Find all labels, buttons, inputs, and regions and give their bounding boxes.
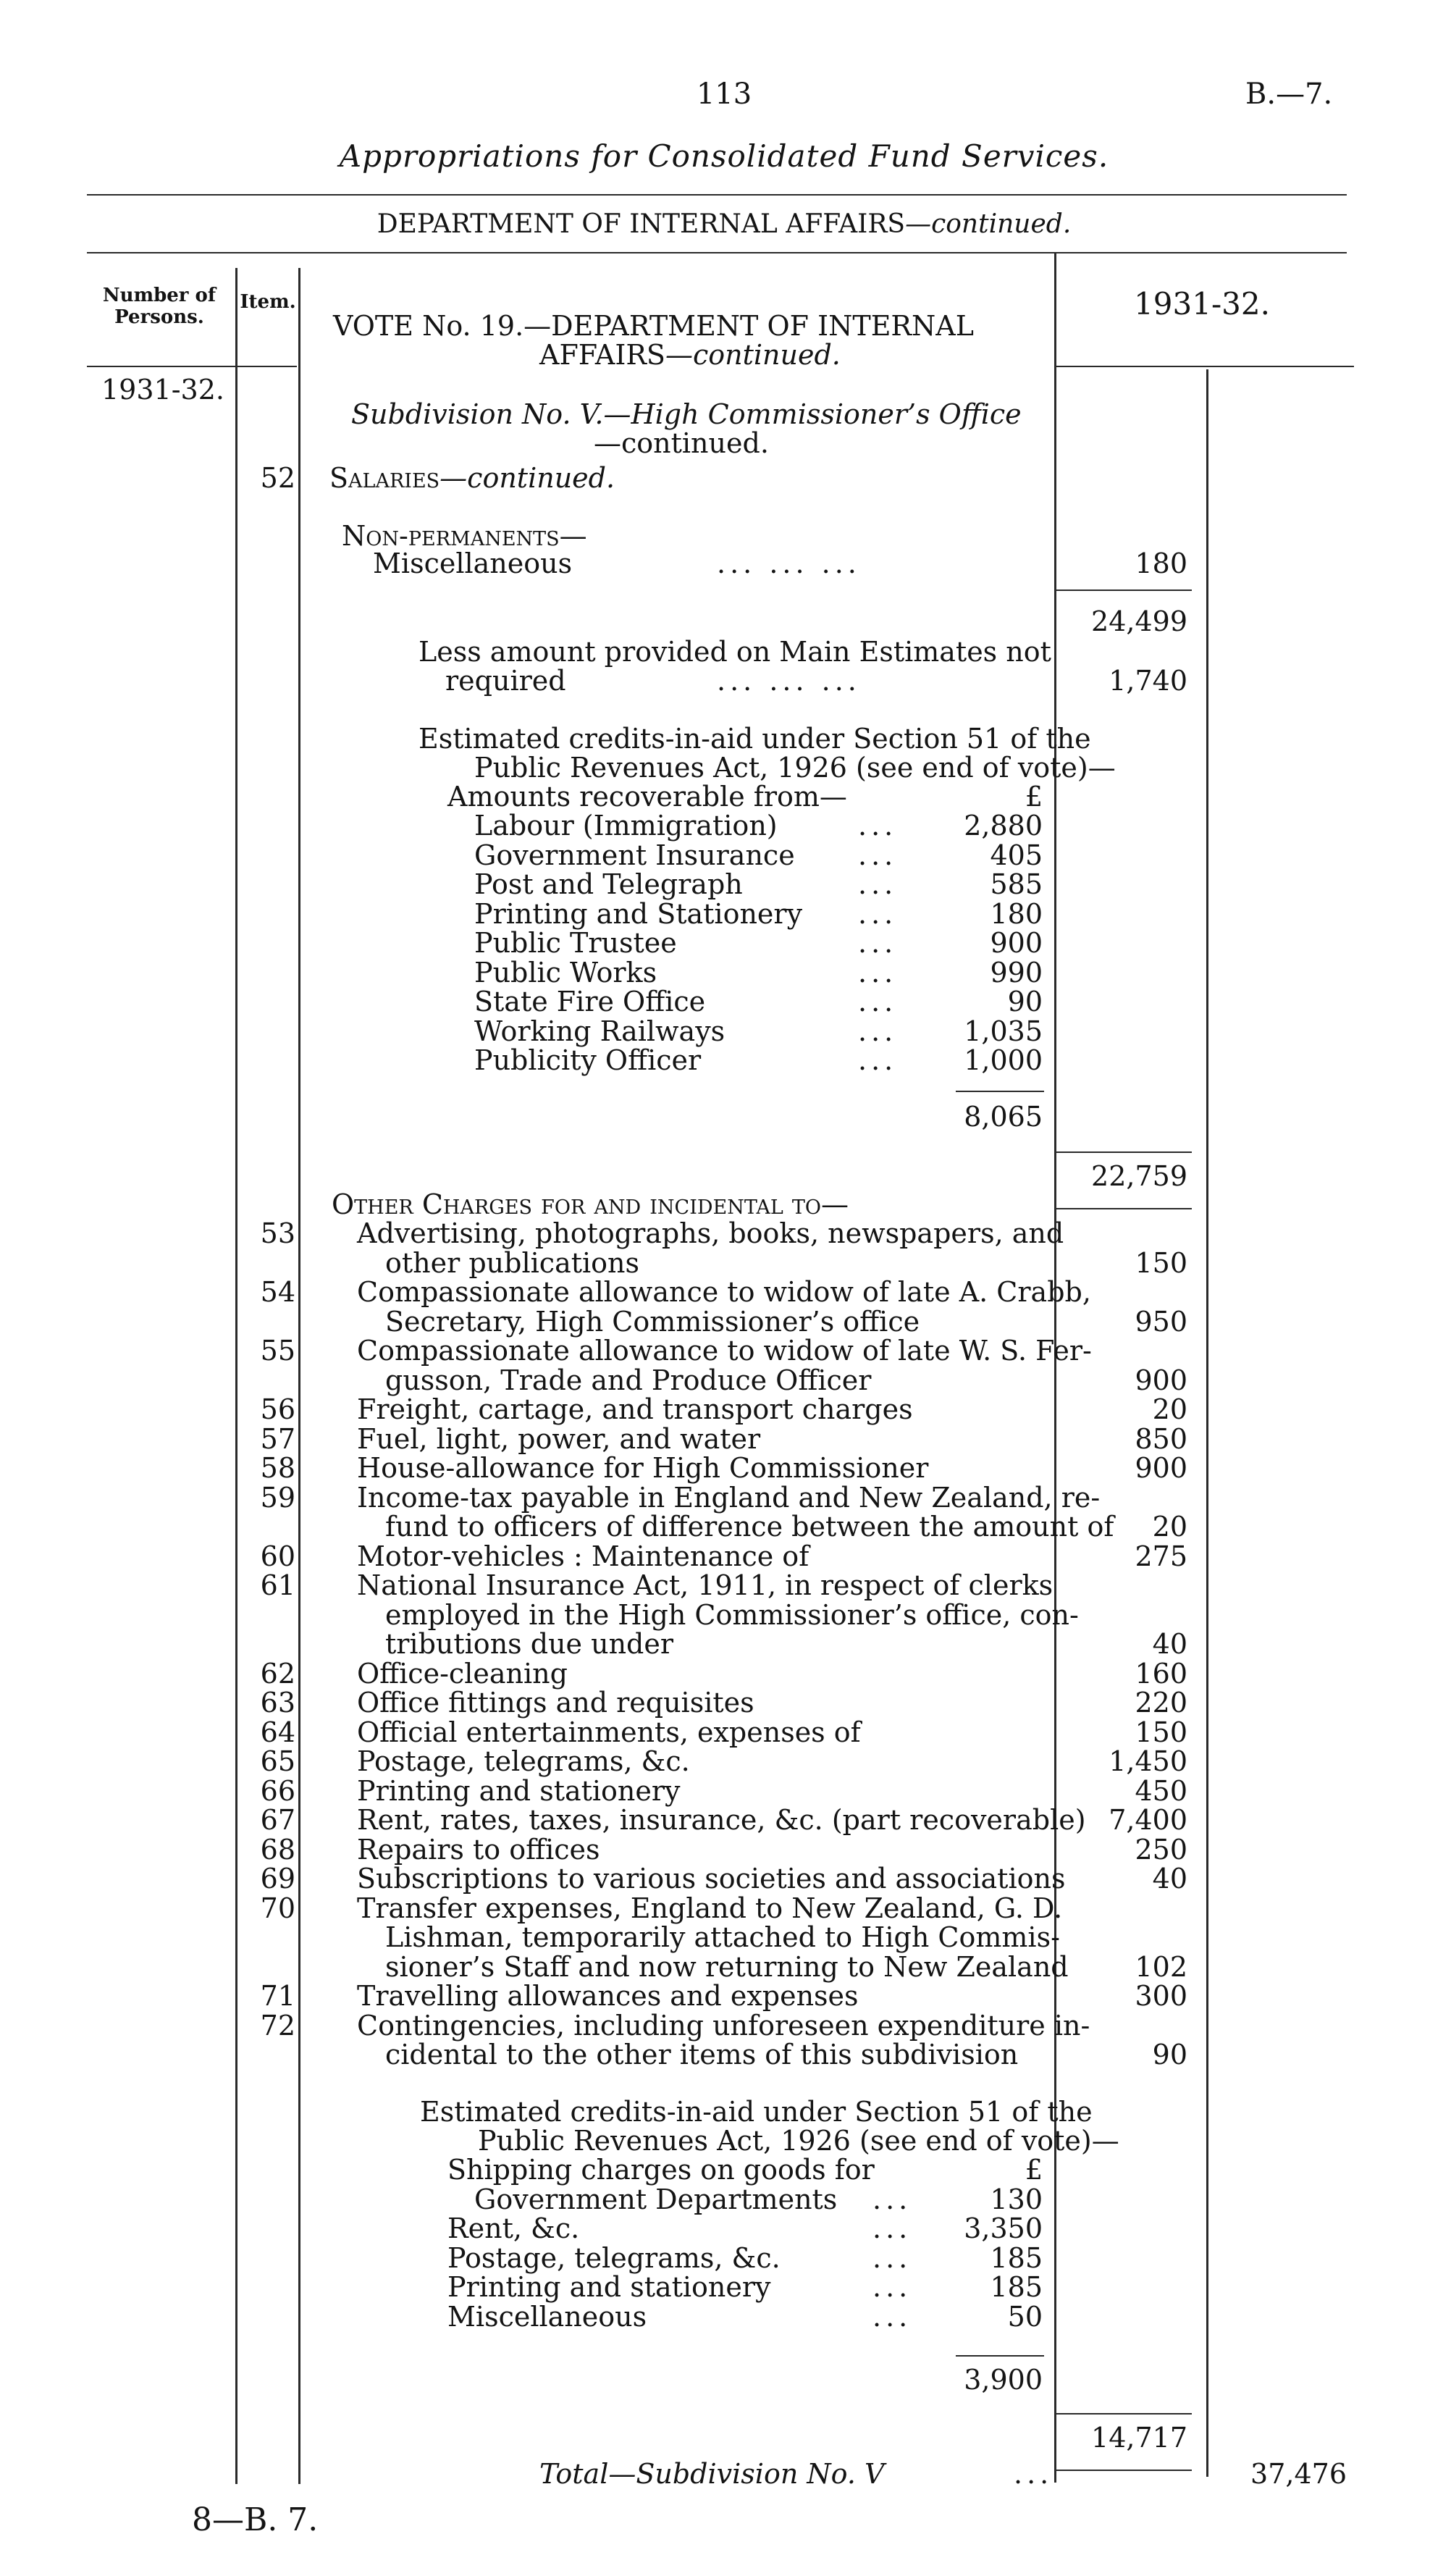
- title-rule: [87, 194, 1347, 196]
- charge-amount: 450: [1135, 1775, 1187, 1807]
- charge-line: Secretary, High Commissioner’s office: [385, 1306, 920, 1338]
- charge-line: Travelling allowances and expenses: [357, 1980, 859, 2012]
- credit-item-amount: 2,880: [964, 810, 1043, 842]
- other-charges-heading: Other Charges for and incidental to—: [332, 1188, 849, 1220]
- persons-column-header: Number of Persons.: [102, 285, 216, 328]
- charge-line: Fuel, light, power, and water: [357, 1423, 761, 1455]
- item-number: 63: [260, 1687, 295, 1719]
- charge-amount: 40: [1152, 1628, 1187, 1660]
- dot-leader: ...: [872, 2271, 912, 2303]
- charge-line: Freight, cartage, and transport charges: [357, 1393, 913, 1425]
- dot-leader: ...: [872, 2212, 912, 2244]
- credit2-item-amount: 130: [990, 2183, 1043, 2215]
- charge-amount: 275: [1135, 1540, 1187, 1572]
- charges-total: 14,717: [1091, 2422, 1187, 2454]
- credit-item-label: Public Trustee: [474, 927, 677, 959]
- credit2-item-label: Rent, &c.: [447, 2212, 580, 2244]
- charge-line: fund to officers of difference between the amount of: [385, 1511, 1114, 1543]
- charge-line: tributions due under: [385, 1628, 674, 1660]
- net-total-rule-bottom: [1054, 1208, 1192, 1209]
- department-heading: [217, 210, 1231, 239]
- item-column-right-rule: [298, 268, 300, 2484]
- item-number: 61: [260, 1569, 295, 1601]
- credit-item-label: Post and Telegraph: [474, 868, 743, 900]
- charge-line: Income-tax payable in England and New Zealand, re-: [357, 1482, 1101, 1514]
- credit-item-label: Publicity Officer: [474, 1044, 702, 1076]
- charge-line: gusson, Trade and Produce Officer: [385, 1364, 872, 1396]
- credit-item-amount: 585: [990, 868, 1043, 900]
- item-number: 54: [260, 1276, 295, 1308]
- document-reference: B.—7.: [1245, 77, 1333, 111]
- item-column-left-rule: [235, 268, 237, 2484]
- dot-leader: ...: [858, 868, 898, 900]
- credits2-heading-line1: Estimated credits-in-aid under Section 51 of the: [420, 2096, 1093, 2128]
- credit-item-label: Working Railways: [474, 1015, 726, 1047]
- charge-amount: 20: [1152, 1511, 1187, 1543]
- charge-line: Office fittings and requisites: [357, 1687, 754, 1719]
- department-suffix: —continued.: [905, 209, 1072, 239]
- charge-amount: 300: [1135, 1980, 1187, 2012]
- charge-line: Lishman, temporarily attached to High Commis-: [385, 1921, 1060, 1953]
- less-amount-line2: required: [445, 665, 566, 697]
- salaries-net-total: 22,759: [1091, 1160, 1187, 1192]
- year-header-rule: [1054, 366, 1354, 367]
- credits-total-rule: [956, 1091, 1044, 1092]
- persons-year: 1931-32.: [101, 374, 224, 406]
- charge-line: Motor-vehicles : Maintenance of: [357, 1540, 809, 1572]
- subdivision-total-rule-bottom: [1054, 2470, 1192, 2471]
- charge-amount: 900: [1135, 1452, 1187, 1484]
- item-number: 66: [260, 1775, 295, 1807]
- charge-line: other publications: [385, 1247, 639, 1279]
- dot-leader: ...: [872, 2183, 912, 2215]
- header-rule: [87, 252, 1347, 253]
- credit-item-label: Printing and Stationery: [474, 898, 803, 930]
- less-amount-value: 1,740: [1109, 665, 1187, 697]
- charge-amount: 20: [1152, 1393, 1187, 1425]
- dot-leader: ...: [858, 957, 898, 989]
- dot-leader: ... ... ...: [717, 665, 861, 697]
- dot-leader: ...: [872, 2301, 912, 2333]
- charge-line: Compassionate allowance to widow of late A. Crabb,: [357, 1276, 1091, 1308]
- charge-line: Advertising, photographs, books, newspapers, and: [357, 1217, 1064, 1249]
- charge-amount: 90: [1152, 2039, 1187, 2071]
- subdivision-heading: Subdivision No. V.—High Commissioner’s Office: [351, 398, 1022, 430]
- charge-line: Subscriptions to various societies and associations: [357, 1863, 1066, 1895]
- credits-heading-line3: Amounts recoverable from—: [447, 781, 847, 813]
- subdivision-total-rule-top: [1054, 2413, 1192, 2415]
- vote-heading-suffix: —continued.: [665, 339, 841, 371]
- less-amount-line1: Less amount provided on Main Estimates not: [419, 636, 1051, 668]
- credits2-heading-line2: Public Revenues Act, 1926 (see end of vote)—: [478, 2125, 1119, 2157]
- item-number: 72: [260, 2010, 295, 2042]
- credit-item-amount: 180: [990, 898, 1043, 930]
- non-permanents-heading: Non-permanents—: [342, 520, 587, 552]
- year-column-header: 1931-32.: [1134, 286, 1270, 322]
- item-number: 70: [260, 1892, 295, 1924]
- amount-column-right-rule: [1206, 369, 1208, 2477]
- dot-leader: ... ... ...: [717, 547, 861, 579]
- item-number: 60: [260, 1540, 295, 1572]
- dot-leader: ...: [858, 810, 898, 842]
- salaries-suffix: —continued.: [439, 462, 615, 494]
- subdivision-total-label: Total—Subdivision No. V: [539, 2458, 885, 2490]
- credit2-item-label: Printing and stationery: [447, 2271, 771, 2303]
- item-number: 67: [260, 1804, 295, 1836]
- credit-item-amount: 1,035: [964, 1015, 1043, 1047]
- credit2-item-label-cont: Government Departments: [474, 2183, 838, 2215]
- item-column-header: Item.: [240, 291, 296, 313]
- dot-leader: ...: [858, 986, 898, 1018]
- item-number: 62: [260, 1658, 295, 1690]
- credit-item-amount: 900: [990, 927, 1043, 959]
- charge-line: Repairs to offices: [357, 1834, 600, 1866]
- credits-heading-line2: Public Revenues Act, 1926 (see end of vote)—: [474, 752, 1116, 784]
- charge-amount: 250: [1135, 1834, 1187, 1866]
- item-number: 53: [260, 1217, 295, 1249]
- credit2-item-amount: 50: [1007, 2301, 1043, 2333]
- charge-amount: 40: [1152, 1863, 1187, 1895]
- item-number: 57: [260, 1423, 295, 1455]
- credits2-total-rule: [956, 2355, 1044, 2357]
- item-number: 58: [260, 1452, 295, 1484]
- item-number: 59: [260, 1482, 295, 1514]
- miscellaneous-label: Miscellaneous: [373, 547, 573, 579]
- charge-line: Office-cleaning: [357, 1658, 568, 1690]
- dot-leader: ...: [872, 2242, 912, 2274]
- credit2-item-amount: 3,350: [964, 2212, 1043, 2244]
- subdivision-heading-cont: —continued.: [594, 427, 769, 459]
- charge-line: Contingencies, including unforeseen expenditure in-: [357, 2010, 1090, 2042]
- dot-leader: ...: [858, 1044, 898, 1076]
- dot-leader: ...: [858, 927, 898, 959]
- charge-line: employed in the High Commissioner’s office, con-: [385, 1599, 1079, 1631]
- credits-heading-line1: Estimated credits-in-aid under Section 51 of the: [419, 723, 1091, 755]
- credit2-item-amount: 185: [990, 2242, 1043, 2274]
- page-title: Appropriations for Consolidated Fund Services.: [339, 138, 1109, 174]
- charge-line: Postage, telegrams, &c.: [357, 1745, 690, 1777]
- charge-amount: 7,400: [1109, 1804, 1187, 1836]
- credit-item-amount: 405: [990, 839, 1043, 871]
- charge-line: Printing and stationery: [357, 1775, 681, 1807]
- item-number: 52: [260, 462, 295, 494]
- charge-amount: 102: [1135, 1951, 1187, 1983]
- item-number: 65: [260, 1745, 295, 1777]
- credits-total: 8,065: [964, 1101, 1043, 1133]
- vote-heading-line1: VOTE No. 19.—DEPARTMENT OF INTERNAL: [333, 310, 974, 342]
- charge-line: cidental to the other items of this subdivision: [385, 2039, 1019, 2071]
- charge-line: Rent, rates, taxes, insurance, &c. (part recoverable): [357, 1804, 1086, 1836]
- charge-amount: 220: [1135, 1687, 1187, 1719]
- charge-amount: 900: [1135, 1364, 1187, 1396]
- dot-leader: ...: [858, 839, 898, 871]
- subtotal-rule: [1054, 590, 1192, 591]
- credit-item-label: Government Insurance: [474, 839, 795, 871]
- charge-amount: 1,450: [1109, 1745, 1187, 1777]
- item-number: 64: [260, 1716, 295, 1748]
- page-number: 113: [696, 77, 752, 111]
- charge-line: Transfer expenses, England to New Zealand, G. D.: [357, 1892, 1063, 1924]
- charge-amount: 150: [1135, 1716, 1187, 1748]
- item-number: 55: [260, 1335, 295, 1367]
- salaries-label: Salaries: [329, 462, 440, 494]
- credit2-item-label: Postage, telegrams, &c.: [447, 2242, 781, 2274]
- currency-symbol: £: [1025, 2154, 1043, 2186]
- item-number: 69: [260, 1863, 295, 1895]
- credit2-item-label: Shipping charges on goods for: [447, 2154, 875, 2186]
- charge-amount: 950: [1135, 1306, 1187, 1338]
- item-number: 56: [260, 1393, 295, 1425]
- salaries-heading: [329, 463, 615, 492]
- credit2-item-label: Miscellaneous: [447, 2301, 647, 2333]
- charge-line: Compassionate allowance to widow of late W. S. Fer-: [357, 1335, 1092, 1367]
- dot-leader: ...: [858, 1015, 898, 1047]
- vote-heading-affairs: AFFAIRS: [539, 339, 665, 371]
- miscellaneous-amount: 180: [1135, 547, 1187, 579]
- dot-leader: ...: [858, 898, 898, 930]
- credit2-item-amount: 185: [990, 2271, 1043, 2303]
- charge-line: House-allowance for High Commissioner: [357, 1452, 929, 1484]
- credit-item-amount: 90: [1007, 986, 1043, 1018]
- credits2-total: 3,900: [964, 2364, 1043, 2396]
- persons-header-rule: [87, 366, 297, 367]
- credit-item-amount: 990: [990, 957, 1043, 989]
- credit-item-label: Labour (Immigration): [474, 810, 778, 842]
- vote-heading-line2: [539, 340, 841, 369]
- salaries-subtotal: 24,499: [1091, 605, 1187, 637]
- charge-amount: 850: [1135, 1423, 1187, 1455]
- credit-item-label: State Fire Office: [474, 986, 706, 1018]
- item-number: 71: [260, 1980, 295, 2012]
- net-total-rule-top: [1054, 1151, 1192, 1153]
- dot-leader: ...: [1014, 2458, 1053, 2490]
- charge-line: sioner’s Staff and now returning to New Zealand: [385, 1951, 1069, 1983]
- credit-item-amount: 1,000: [964, 1044, 1043, 1076]
- charge-amount: 160: [1135, 1658, 1187, 1690]
- charge-line: Official entertainments, expenses of: [357, 1716, 861, 1748]
- department-name: DEPARTMENT OF INTERNAL AFFAIRS: [377, 209, 906, 239]
- charge-line: National Insurance Act, 1911, in respect of clerks: [357, 1569, 1053, 1601]
- page-signature: 8—B. 7.: [192, 2501, 319, 2538]
- charge-amount: 150: [1135, 1247, 1187, 1279]
- item-number: 68: [260, 1834, 295, 1866]
- grand-total: 37,476: [1250, 2458, 1347, 2490]
- credit-item-label: Public Works: [474, 957, 657, 989]
- currency-symbol: £: [1025, 781, 1043, 813]
